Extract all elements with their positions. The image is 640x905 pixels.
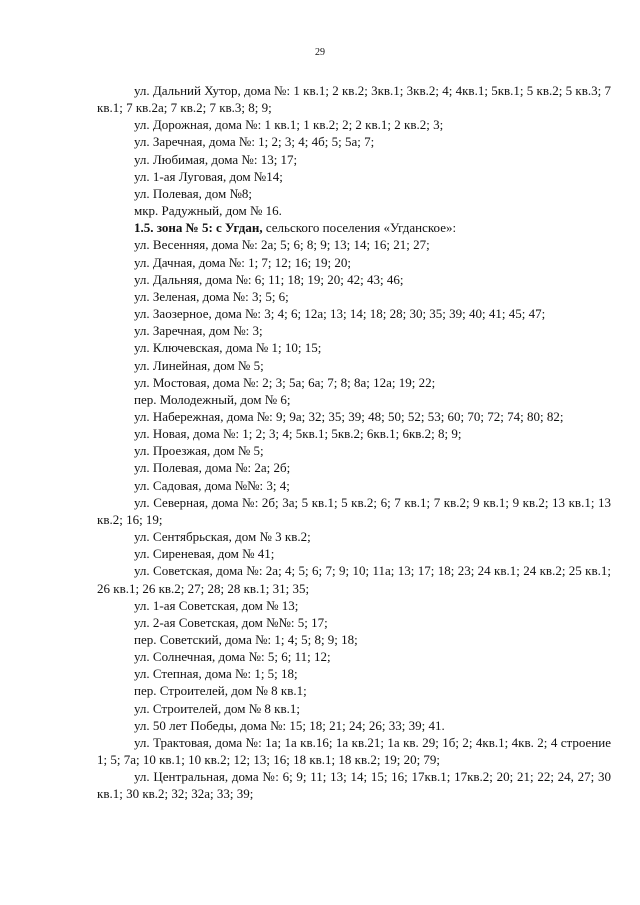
- address-paragraph: [97, 168, 611, 185]
- paragraph-text: ул. 50 лет Победы, дома №: 15; 18; 21; 24; 26; 33; 39; 41.: [134, 717, 445, 733]
- address-paragraph: [97, 734, 611, 768]
- paragraph-text: ул. 2-ая Советская, дом №№: 5; 17;: [134, 614, 328, 630]
- address-paragraph: [97, 717, 611, 734]
- address-paragraph: [97, 648, 611, 665]
- address-paragraph: [97, 202, 611, 219]
- page-number: 29: [315, 47, 325, 58]
- address-paragraph: [97, 614, 611, 631]
- address-paragraph: [97, 682, 611, 699]
- address-paragraph: [97, 597, 611, 614]
- address-paragraph: [97, 528, 611, 545]
- address-paragraph: [97, 151, 611, 168]
- address-paragraph: [97, 408, 611, 425]
- address-paragraph: [97, 82, 611, 116]
- paragraph-text: ул. Заречная, дом №: 3;: [134, 323, 263, 339]
- paragraph-text: пер. Строителей, дом № 8 кв.1;: [134, 683, 307, 699]
- address-paragraph: [97, 305, 611, 322]
- address-paragraph: [97, 271, 611, 288]
- paragraph-text: ул. Дачная, дома №: 1; 7; 12; 16; 19; 20;: [134, 254, 351, 270]
- paragraph-text: ул. 1-ая Советская, дом № 13;: [134, 597, 299, 613]
- paragraph-text: ул. Дальний Хутор, дома №: 1 кв.1; 2 кв.2; 3кв.1; 3кв.2; 4; 4кв.1; 5кв.1; 5 кв.2; 5 кв.3; 7 кв.1; 7 кв.2а; 7 кв.2; 7 кв.3; 8; 9;: [97, 83, 611, 116]
- paragraph-text: пер. Молодежный, дом № 6;: [134, 391, 291, 407]
- address-paragraph: [97, 288, 611, 305]
- address-paragraph: [97, 459, 611, 476]
- address-paragraph: [97, 665, 611, 682]
- address-paragraph: [97, 185, 611, 202]
- address-paragraph: [97, 562, 611, 596]
- paragraph-text: ул. Центральная, дома №: 6; 9; 11; 13; 14; 15; 16; 17кв.1; 17кв.2; 20; 21; 22; 24, 27; 30 кв.1; 30 кв.2; 32; 32а; 33; 39;: [97, 769, 611, 802]
- paragraph-text: ул. Новая, дома №: 1; 2; 3; 4; 5кв.1; 5кв.2; 6кв.1; 6кв.2; 8; 9;: [134, 426, 462, 442]
- paragraph-text: ул. Дальняя, дома №: 6; 11; 18; 19; 20; 42; 43; 46;: [134, 271, 404, 287]
- paragraph-text: ул. Линейная, дом № 5;: [134, 357, 264, 373]
- section-heading: 1.5. зона № 5: с Угдан,: [134, 220, 263, 236]
- paragraph-text: ул. Любимая, дома №: 13; 17;: [134, 151, 298, 167]
- paragraph-text: ул. Заозерное, дома №: 3; 4; 6; 12а; 13; 14; 18; 28; 30; 35; 39; 40; 41; 45; 47;: [134, 306, 546, 322]
- paragraph-text: ул. Степная, дома №: 1; 5; 18;: [134, 666, 298, 682]
- paragraph-text: ул. Строителей, дом № 8 кв.1;: [134, 700, 300, 716]
- paragraph-text: ул. Дорожная, дома №: 1 кв.1; 1 кв.2; 2; 2 кв.1; 2 кв.2; 3;: [134, 117, 444, 133]
- address-paragraph: [97, 236, 611, 253]
- paragraph-text: ул. Ключевская, дома № 1; 10; 15;: [134, 340, 322, 356]
- address-paragraph: [97, 133, 611, 150]
- paragraph-text: сельского поселения «Угданское»:: [262, 220, 457, 236]
- address-paragraph: [97, 631, 611, 648]
- paragraph-text: ул. Зеленая, дома №: 3; 5; 6;: [134, 288, 289, 304]
- section-heading-paragraph: [97, 219, 611, 236]
- paragraph-text: ул. Весенняя, дома №: 2а; 5; 6; 8; 9; 13; 14; 16; 21; 27;: [134, 237, 430, 253]
- paragraph-text: ул. Советская, дома №: 2а; 4; 5; 6; 7; 9; 10; 11а; 13; 17; 18; 23; 24 кв.1; 24 кв.2; 25 кв.1; 26 кв.1; 26 кв.2; 27; 28; 28 кв.1; 31; 35;: [97, 563, 611, 596]
- address-paragraph: [97, 700, 611, 717]
- paragraph-text: пер. Советский, дома №: 1; 4; 5; 8; 9; 18;: [134, 632, 358, 647]
- address-paragraph: [97, 391, 611, 408]
- paragraph-text: ул. Проезжая, дом № 5;: [134, 443, 264, 459]
- paragraph-text: ул. Трактовая, дома №: 1а; 1а кв.16; 1а кв.21; 1а кв. 29; 1б; 2; 4кв.1; 4кв. 2; 4 строение 1; 5; 7а; 10 кв.1; 10 кв.2; 12; 13; 16; 18 кв.1; 18 кв.2; 19; 20; 79;: [97, 734, 611, 768]
- paragraph-text: ул. Северная, дома №: 2б; 3а; 5 кв.1; 5 кв.2; 6; 7 кв.1; 7 кв.2; 9 кв.1; 9 кв.2; 13 кв.1; 13 кв.2; 16; 19;: [97, 494, 611, 527]
- address-paragraph: [97, 357, 611, 374]
- address-paragraph: [97, 374, 611, 391]
- paragraph-text: ул. 1-ая Луговая, дом №14;: [134, 168, 283, 184]
- address-paragraph: [97, 339, 611, 356]
- address-paragraph: [97, 116, 611, 133]
- paragraph-text: мкр. Радужный, дом № 16.: [134, 203, 282, 219]
- paragraph-text: ул. Полевая, дома №: 2а; 2б;: [134, 460, 291, 476]
- paragraph-text: ул. Заречная, дома №: 1; 2; 3; 4; 4б; 5; 5а; 7;: [134, 134, 375, 150]
- address-paragraph: [97, 545, 611, 562]
- paragraph-text: ул. Сиреневая, дом № 41;: [134, 546, 275, 562]
- address-paragraph: [97, 425, 611, 442]
- address-paragraph: [97, 477, 611, 494]
- paragraph-text: ул. Сентябрьская, дом № 3 кв.2;: [134, 529, 311, 545]
- paragraph-text: ул. Садовая, дома №№: 3; 4;: [134, 477, 290, 493]
- address-paragraph: [97, 768, 611, 802]
- address-list: [97, 82, 611, 803]
- paragraph-text: ул. Набережная, дома №: 9; 9а; 32; 35; 39; 48; 50; 52; 53; 60; 70; 72; 74; 80; 82;: [134, 408, 564, 424]
- address-paragraph: [97, 442, 611, 459]
- address-paragraph: [97, 494, 611, 528]
- address-paragraph: [97, 322, 611, 339]
- address-paragraph: [97, 254, 611, 271]
- paragraph-text: ул. Полевая, дом №8;: [134, 185, 252, 201]
- paragraph-text: ул. Мостовая, дома №: 2; 3; 5а; 6а; 7; 8; 8а; 12а; 19; 22;: [134, 374, 436, 390]
- paragraph-text: ул. Солнечная, дома №: 5; 6; 11; 12;: [134, 649, 331, 665]
